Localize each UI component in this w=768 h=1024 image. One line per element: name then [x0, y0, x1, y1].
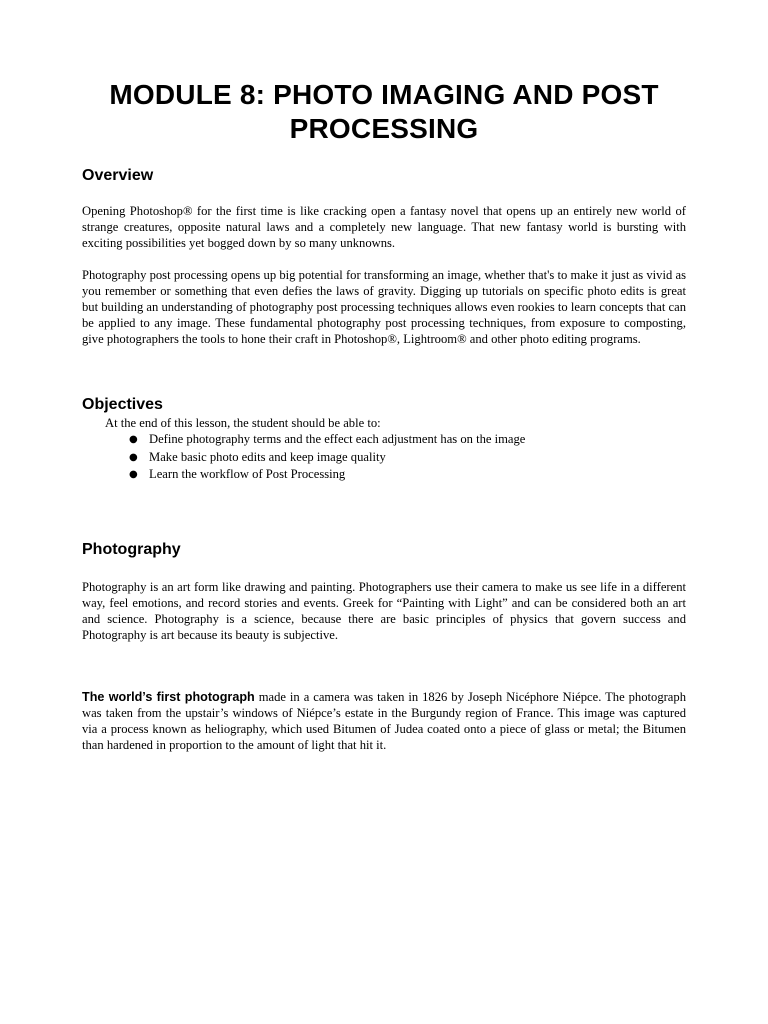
objective-item-text: Define photography terms and the effect each adjustment has on the image: [149, 432, 526, 446]
objective-item: [129, 449, 686, 467]
objectives-intro: At the end of this lesson, the student should be able to:: [105, 416, 381, 430]
first-photograph-text: made in a camera was taken in 1826 by Joseph Nicéphore Niépce. The photograph was taken from the upstair’s windows of Niépce’s estate in the Burgundy region of France. This image was captured via a process known as heliography, which used Bitumen of Judea coated onto a piece of glass or metal; the Bitumen than hardened in proportion to the amount of light that hit it.: [82, 689, 686, 752]
objective-item-text: Make basic photo edits and keep image quality: [149, 449, 386, 464]
first-photograph-paragraph: [82, 689, 686, 753]
objective-item: [129, 431, 686, 449]
module-title: MODULE 8: PHOTO IMAGING AND POST PROCESSING: [109, 79, 659, 144]
objective-item: [129, 466, 686, 484]
photography-paragraph: Photography is an art form like drawing and painting. Photographers use their camera to make us see life in a different way, feel emotions, and record stories and events. Greek for “Painting with Light” and can be considered both an art and science. Photography is a science, because there are basic principles of physics that govern success and Photography is art because its beauty is subjective.: [82, 579, 686, 642]
bullet-icon: ●: [129, 434, 138, 445]
overview-paragraph-1: Opening Photoshop® for the first time is like cracking open a fantasy novel that opens up an entirely new world of strange creatures, opposite natural laws and a completely new language. That new fantasy world is bursting with exciting possibilities yet bogged down by so many unknowns.: [82, 204, 686, 250]
document-page: [82, 78, 686, 753]
overview-heading: Overview: [82, 167, 154, 184]
objectives-heading: Objectives: [82, 396, 163, 413]
objectives-list: [82, 431, 686, 484]
objective-item-text: Learn the workflow of Post Processing: [149, 467, 346, 481]
first-photograph-lead: The world’s first photograph: [82, 689, 255, 704]
bullet-icon: ●: [129, 469, 138, 480]
photography-heading: Photography: [82, 540, 181, 558]
bullet-icon: ●: [129, 451, 138, 463]
overview-paragraph-2: Photography post processing opens up big potential for transforming an image, whether that's to make it just as vivid as you remember or something that even defies the laws of gravity. Digging up tutorials on specific photo edits is great but building an understanding of photography post processing techniques allows even rookies to learn concepts that can be applied to any image. These fundamental photography post processing techniques, from exposure to composting, give photographers the tools to hone their craft in Photoshop®, Lightroom® and other photo editing programs.: [82, 268, 686, 346]
